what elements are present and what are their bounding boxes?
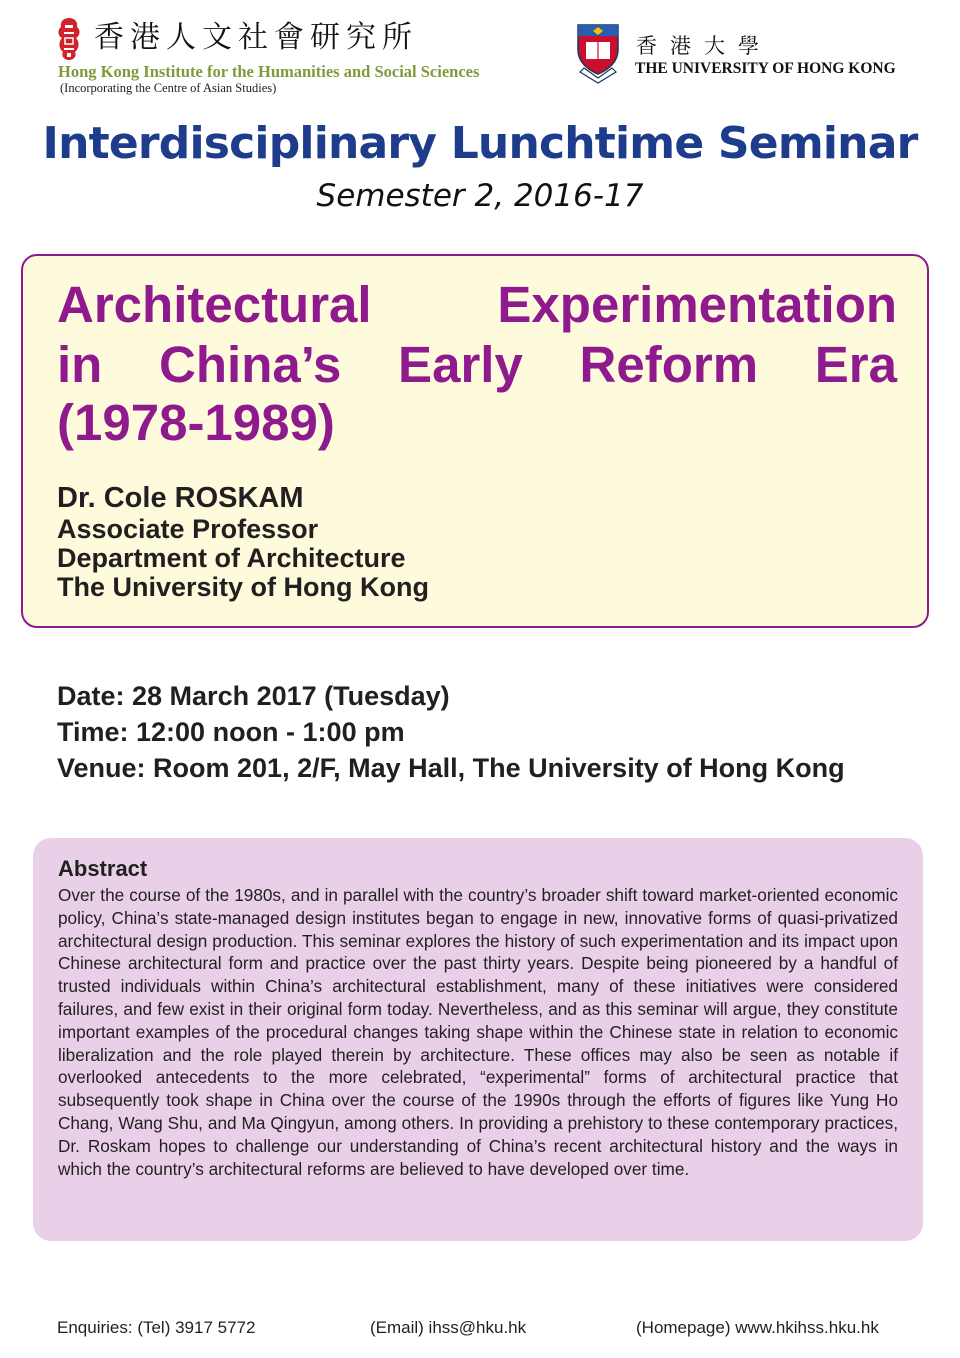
semester-label: Semester 2, 2016-17 (316, 178, 644, 214)
enquiries-email: (Email) ihss@hku.hk (370, 1318, 527, 1337)
talk-title-line: Architectural Experimentation (57, 276, 897, 333)
ihss-english-name: Hong Kong Institute for the Humanities and Social Sciences (58, 62, 480, 81)
speaker-position: Associate Professor (57, 514, 319, 544)
abstract-text: Over the course of the 1980s, and in parallel with the country’s broader shift toward market-oriented economic policy, China’s state-managed design institutes began to engage in new, innovative forms of quasi-privatized architectural design production. This seminar explores the history of such experimentation and its impact upon Chinese architectural form and practice over the past thirty years. Despite being pioneered by a handful of trusted individuals within China’s architectural establishment, many of these initiatives were considered failures, and few exist in their original form today. Nevertheless, and as this seminar will argue, they constitute important examples of the procedural changes taking shape within the Chinese state in relation to economic liberalization and the role played therein by architecture. These offices may also be seen as notable if overlooked antecedents to the more celebrated, “experimental” forms of architectural practice that subsequently took shape in China over the course of the 1990s through the efforts of figures like Yung Ho Chang, Wang Shu, and Ma Qingyun, among others. In providing a prehistory to these contemporary practices, Dr. Roskam hopes to challenge our understanding of China’s recent architectural history and the ways in which the country’s architectural reforms are believed to have developed over time. (58, 885, 898, 1179)
talk-title-line: in China’s Early Reform Era (57, 336, 897, 393)
seminar-series-title: Interdisciplinary Lunchtime Seminar (42, 118, 918, 169)
ihss-chinese-name: 香港人文社會研究所 (94, 20, 418, 55)
event-date: Date: 28 March 2017 (Tuesday) (57, 681, 450, 711)
abstract-heading: Abstract (58, 856, 148, 881)
ihss-subtitle: (Incorporating the Centre of Asian Studies) (60, 81, 277, 95)
speaker-department: Department of Architecture (57, 543, 406, 573)
ihss-seal-icon (56, 16, 82, 62)
speaker-university: The University of Hong Kong (57, 572, 430, 602)
hku-english-name: THE UNIVERSITY OF HONG KONG (635, 60, 896, 77)
event-venue: Venue: Room 201, 2/F, May Hall, The University of Hong Kong (57, 753, 845, 783)
homepage-link: (Homepage) www.hkihss.hku.hk (636, 1318, 879, 1337)
enquiries-phone: Enquiries: (Tel) 3917 5772 (57, 1318, 256, 1337)
hku-crest-icon (570, 22, 626, 84)
talk-title-line: (1978-1989) (57, 394, 335, 451)
event-time: Time: 12:00 noon - 1:00 pm (57, 717, 405, 747)
hku-chinese-name: 香港大學 (636, 34, 772, 58)
speaker-name: Dr. Cole ROSKAM (57, 482, 304, 514)
